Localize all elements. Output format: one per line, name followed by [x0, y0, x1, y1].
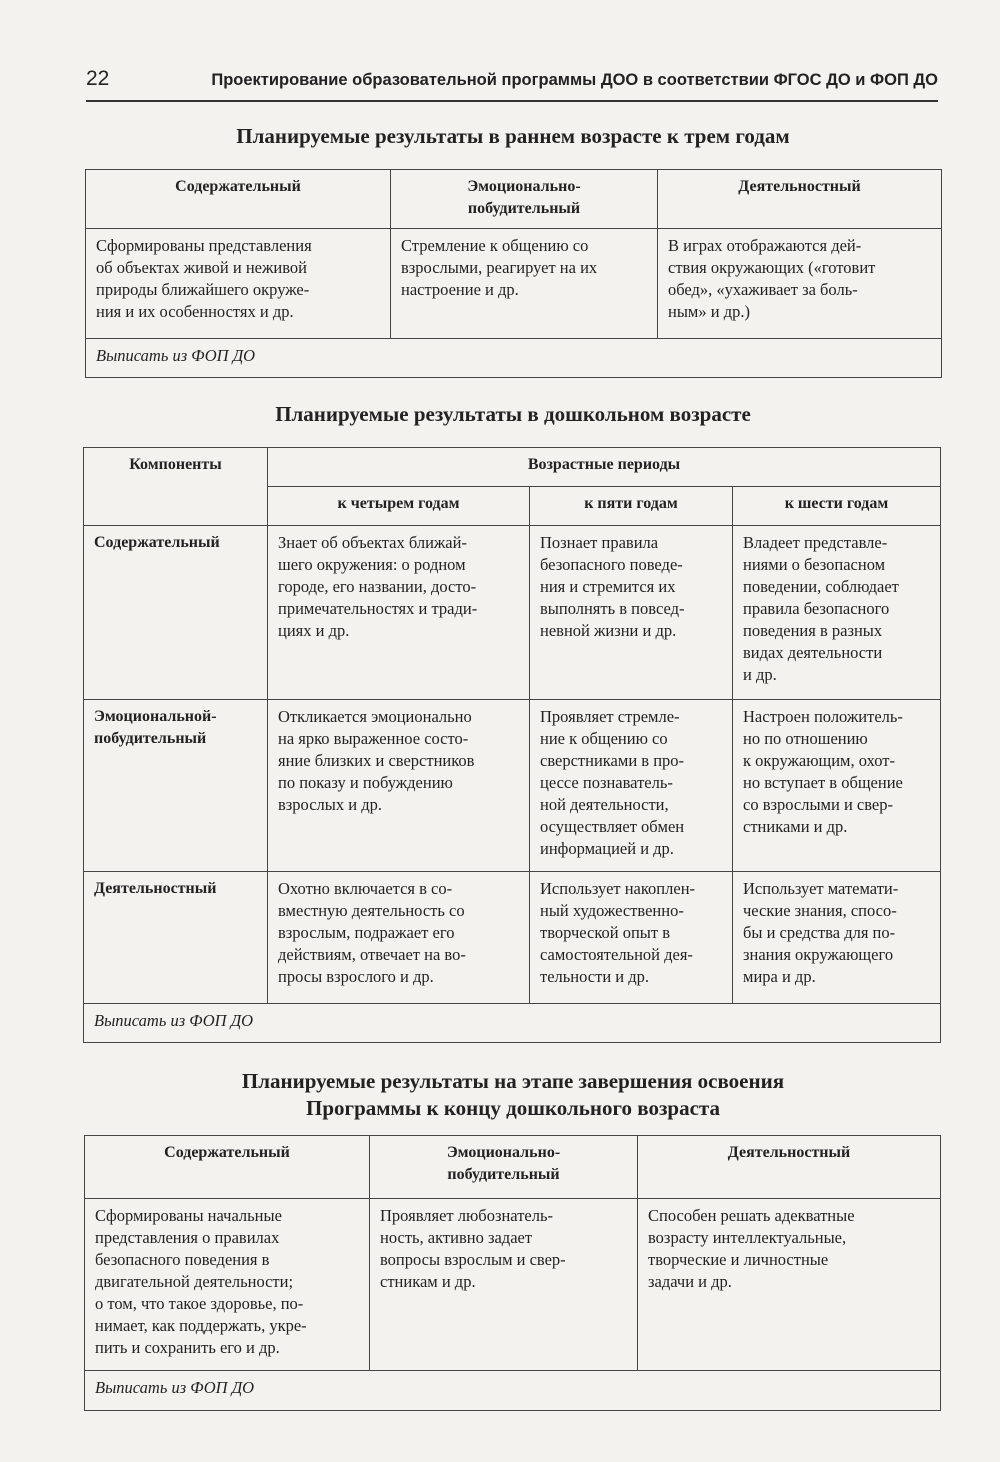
table-note: Выписать из ФОП ДО — [84, 1004, 941, 1043]
row-label: Деятельностный — [84, 872, 268, 1004]
note-row — [85, 1371, 941, 1411]
table-row — [84, 872, 941, 1004]
table-cell: Владеет представле- ниями о безопасном поведении, соблюдает правила безопасного поведения в разных видах деятельности и др. — [733, 526, 941, 700]
table-cell: Использует накоплен- ный художественно- творческой опыт в самостоятельной дея- тельности и др. — [530, 872, 733, 1004]
period-header: к четырем годам — [268, 487, 530, 526]
row-label: Содержательный — [84, 526, 268, 700]
table-row — [85, 1199, 941, 1371]
table-cell: Сформированы представления об объектах живой и неживой природы ближайшего окруже- ния и их особенностях и др. — [86, 229, 391, 339]
table-cell: Сформированы начальные представления о правилах безопасного поведения в двигательной деятельности; о том, что такое здоровье, по- нимает, как поддержать, укре- пить и сохранить его и др. — [85, 1199, 370, 1371]
early-age-results-table — [85, 169, 942, 378]
table-cell: Настроен положитель- но по отношению к окружающим, охот- но вступает в общение со взрослыми и свер- стниками и др. — [733, 700, 941, 872]
table-header-row — [85, 1136, 941, 1199]
periods-header: Возрастные периоды — [268, 448, 941, 487]
completion-results-table — [84, 1135, 941, 1411]
running-title: Проектирование образовательной программы ДОО в соответствии ФГОС ДО и ФОП ДО — [211, 71, 938, 89]
period-header: к шести годам — [733, 487, 941, 526]
section2-title: Планируемые результаты в дошкольном возрасте — [275, 402, 751, 426]
note-row — [86, 339, 942, 378]
note-row — [84, 1004, 941, 1043]
running-head — [86, 66, 938, 102]
column-header: Эмоционально- побудительный — [391, 170, 658, 229]
column-header: Эмоционально- побудительный — [370, 1136, 638, 1199]
table-cell: Способен решать адекватные возрасту интеллектуальные, творческие и личностные задачи и др. — [638, 1199, 941, 1371]
column-header: Деятельностный — [638, 1136, 941, 1199]
column-header: Содержательный — [86, 170, 391, 229]
table-cell: Проявляет стремле- ние к общению со сверстниками в про- цессе познаватель- ной деятельности, осуществляет обмен информацией и др. — [530, 700, 733, 872]
table-cell: Проявляет любознатель- ность, активно задает вопросы взрослым и свер- стникам и др. — [370, 1199, 638, 1371]
table-cell: В играх отображаются дей- ствия окружающих («готовит обед», «ухаживает за боль- ным» и др.) — [658, 229, 942, 339]
section1-title: Планируемые результаты в раннем возрасте к трем годам — [236, 124, 790, 148]
table-cell: Стремление к общению со взрослыми, реагирует на их настроение и др. — [391, 229, 658, 339]
table-header-row — [86, 170, 942, 229]
components-header: Компоненты — [84, 448, 268, 526]
column-header: Содержательный — [85, 1136, 370, 1199]
section3-title: Планируемые результаты на этапе завершения освоения Программы к концу дошкольного возраста — [241, 1069, 785, 1120]
table-cell: Познает правила безопасного поведе- ния и стремится их выполнять в повсед- невной жизни и др. — [530, 526, 733, 700]
table-cell: Охотно включается в со- вместную деятельность со взрослым, подражает его действиям, отвечает на во- просы взрослого и др. — [268, 872, 530, 1004]
period-header: к пяти годам — [530, 487, 733, 526]
table-header-row — [84, 448, 941, 487]
table-cell: Использует математи- ческие знания, спосо- бы и средства для по- знания окружающего мира и др. — [733, 872, 941, 1004]
column-header: Деятельностный — [658, 170, 942, 229]
table-cell: Знает об объектах ближай- шего окружения: о родном городе, его названии, досто- примечательностях и тради- циях и др. — [268, 526, 530, 700]
row-label: Эмоциональной- побудительный — [84, 700, 268, 872]
table-cell: Откликается эмоционально на ярко выраженное состо- яние близких и сверстников по показу и побуждению взрослых и др. — [268, 700, 530, 872]
preschool-results-table — [83, 447, 941, 1043]
page-number: 22 — [86, 67, 110, 90]
table-row — [86, 229, 942, 339]
table-note: Выписать из ФОП ДО — [86, 339, 942, 378]
table-row — [84, 700, 941, 872]
table-note: Выписать из ФОП ДО — [85, 1371, 941, 1411]
table-row — [84, 526, 941, 700]
